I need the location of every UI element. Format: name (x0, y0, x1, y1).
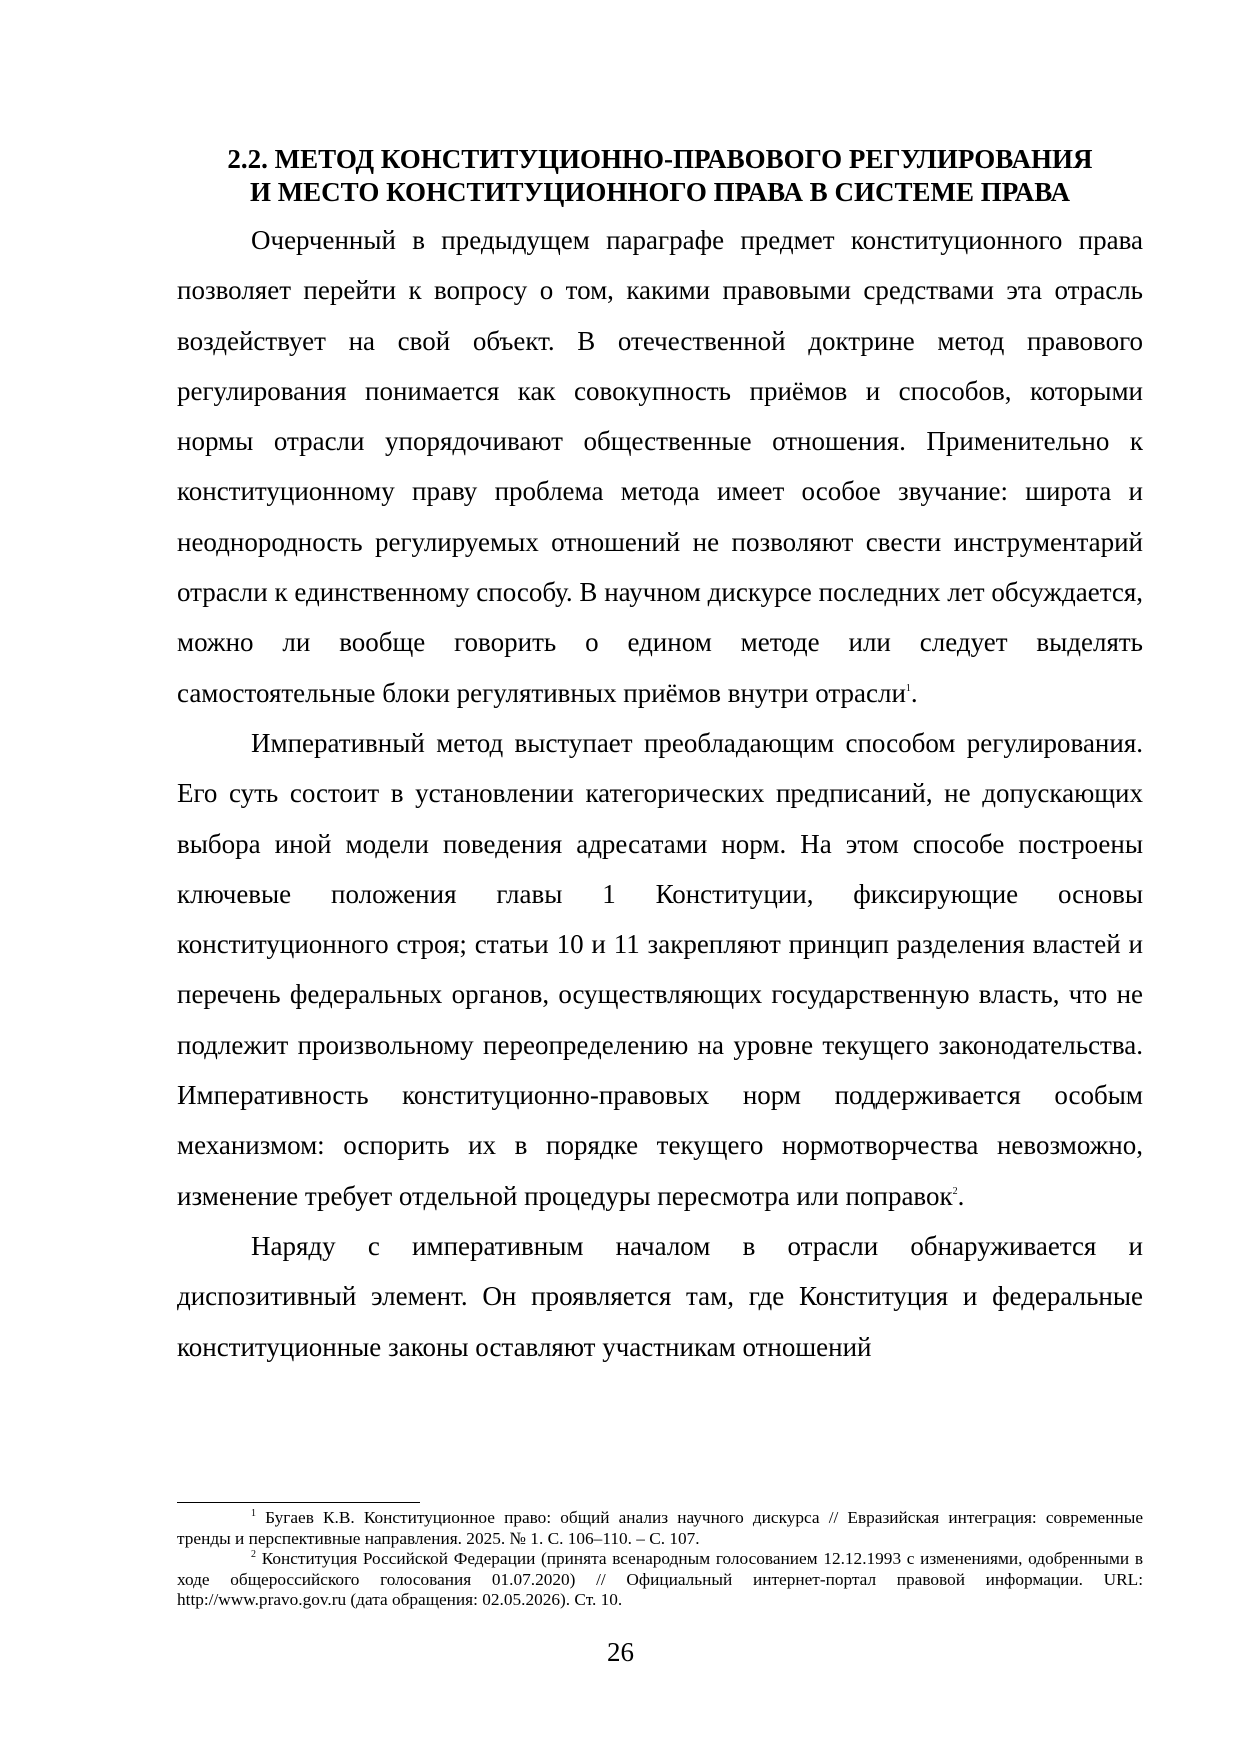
paragraph-1 (177, 215, 1143, 718)
paragraph-2-text: Императивный метод выступает преобладающим способом регулирования. Его суть состоит в установлении категорических предписаний, не допускающих выбора иной модели поведения адресатами норм. На этом способе построены ключевые положения главы 1 Конституции, фиксирующие основы конституционного строя; статьи 10 и 11 закрепляют принцип разделения властей и перечень федеральных органов, осуществляющих государственную власть, что не подлежит произвольному переопределению на уровне текущего законодательства. Императивность конституционно-правовых норм поддерживается особым механизмом: оспорить их в порядке текущего нормотворчества невозможно, изменение требует отдельной процедуры пересмотра или поправок (177, 727, 1143, 1211)
section-heading-line-2: И МЕСТО КОНСТИТУЦИОННОГО ПРАВА В СИСТЕМЕ ПРАВА (249, 177, 1071, 207)
footnote-1-marker: 1 (251, 1508, 256, 1519)
body-text (177, 215, 1143, 1372)
paragraph-1-text: Очерченный в предыдущем параграфе предмет конституционного права позволяет перейти к вопросу о том, какими правовыми средствами эта отрасль воздействует на свой объект. В отечественной доктрине метод правового регулирования понимается как совокупность приёмов и способов, которыми нормы отрасли упорядочивают общественные отношения. Применительно к конституционному праву проблема метода имеет особое звучание: широта и неоднородность регулируемых отношений не позволяют свести инструментарий отрасли к единственному способу. В научном дискурсе последних лет обсуждается, можно ли вообще говорить о едином методе или следует выделять самостоятельные блоки регулятивных приёмов внутри отрасли (177, 225, 1143, 708)
footnote-ref-2[interactable]: 2 (952, 1185, 958, 1197)
paragraph-1-tail: . (910, 677, 918, 708)
paragraph-2-tail: . (957, 1180, 965, 1211)
section-heading-line-1: 2.2. МЕТОД КОНСТИТУЦИОННО-ПРАВОВОГО РЕГУЛИРОВАНИЯ (227, 144, 1093, 174)
footnote-ref-1[interactable]: 1 (905, 682, 911, 694)
page-number: 26 (607, 1637, 634, 1667)
footnote-2 (177, 1549, 1143, 1611)
footnote-2-text: Конституция Российской Федерации (принята всенародным голосованием 12.12.1993 с изменениями, одобренными в ходе общероссийского голосования 01.07.2020) // Официальный интернет-портал правовой информации. URL: http://www.pravo.gov.ru (дата обращения: 02.05.2026). Ст. 10. (177, 1549, 1143, 1609)
paragraph-3-text: Наряду с императивным началом в отрасли обнаруживается и диспозитивный элемент. Он проявляется там, где Конституция и федеральные конституционные законы оставляют участникам отношений (177, 1230, 1143, 1362)
section-heading (177, 143, 1143, 209)
footnote-1-text: Бугаев К.В. Конституционное право: общий анализ научного дискурса // Евразийская интеграция: современные тренды и перспективные направления. 2025. № 1. С. 106–110. – С. 107. (177, 1508, 1143, 1548)
footnote-2-marker: 2 (251, 1549, 256, 1560)
paragraph-2 (177, 718, 1143, 1221)
paragraph-3 (177, 1221, 1143, 1372)
footnotes (177, 1508, 1143, 1611)
footnote-1 (177, 1508, 1143, 1549)
footnote-separator (177, 1502, 420, 1503)
